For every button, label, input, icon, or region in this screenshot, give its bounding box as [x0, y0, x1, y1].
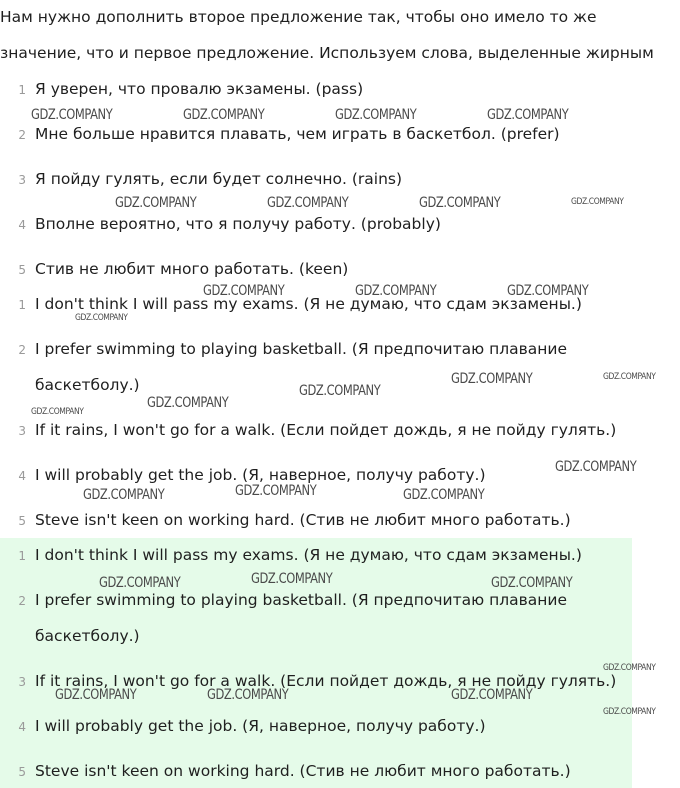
item-text: Я пойду гулять, если будет солнечно. (rains) [35, 170, 403, 188]
item-number: 4 [18, 469, 26, 483]
watermark: GDZ.COMPANY [451, 687, 533, 703]
item-text: I prefer swimming to playing basketball. (Я предпочитаю плавание [35, 591, 568, 609]
watermark: GDZ.COMPANY [555, 459, 637, 475]
watermark: GDZ.COMPANY [355, 283, 437, 299]
intro-line-1: Нам нужно дополнить второе предложение так, чтобы оно имело то же [0, 8, 597, 26]
watermark: GDZ.COMPANY [267, 195, 349, 211]
item-number: 4 [18, 218, 26, 232]
item-number: 3 [18, 173, 26, 187]
item-number: 5 [18, 514, 26, 528]
item-number: 4 [18, 720, 26, 734]
watermark: GDZ.COMPANY [203, 283, 285, 299]
item-number: 1 [18, 83, 26, 97]
item-text-continued: баскетболу.) [35, 627, 140, 645]
item-text: I don't think I will pass my exams. (Я не думаю, что сдам экзамены.) [35, 546, 582, 564]
watermark: GDZ.COMPANY [507, 283, 589, 299]
item-text: Steve isn't keen on working hard. (Стив не любит много работать.) [35, 511, 571, 529]
item-number: 5 [18, 765, 26, 779]
item-text: I don't think I will pass my exams. (Я не думаю, что сдам экзамены.) [35, 295, 582, 313]
watermark: GDZ.COMPANY [235, 483, 317, 499]
intro-line-2: значение, что и первое предложение. Используем слова, выделенные жирным [0, 44, 654, 62]
item-text: I prefer swimming to playing basketball. (Я предпочитаю плавание [35, 340, 568, 358]
watermark: GDZ.COMPANY [487, 107, 569, 123]
item-text: Я уверен, что провалю экзамены. (pass) [35, 80, 364, 98]
item-number: 2 [18, 343, 26, 357]
watermark: GDZ.COMPANY [55, 687, 137, 703]
item-number: 3 [18, 675, 26, 689]
item-number: 2 [18, 594, 26, 608]
watermark: GDZ.COMPANY [419, 195, 501, 211]
watermark: GDZ.COMPANY [99, 575, 181, 591]
watermark: GDZ.COMPANY [603, 663, 656, 673]
item-text: If it rains, I won't go for a walk. (Если пойдет дождь, я не пойду гулять.) [35, 672, 617, 690]
watermark: GDZ.COMPANY [251, 571, 333, 587]
item-text: Стив не любит много работать. (keen) [35, 260, 349, 278]
watermark: GDZ.COMPANY [603, 372, 656, 382]
watermark: GDZ.COMPANY [335, 107, 417, 123]
watermark: GDZ.COMPANY [299, 383, 381, 399]
item-text-continued: баскетболу.) [35, 376, 140, 394]
watermark: GDZ.COMPANY [183, 107, 265, 123]
watermark: GDZ.COMPANY [451, 371, 533, 387]
item-number: 1 [18, 298, 26, 312]
item-text: Steve isn't keen on working hard. (Стив не любит много работать.) [35, 762, 571, 780]
watermark: GDZ.COMPANY [207, 687, 289, 703]
watermark: GDZ.COMPANY [147, 395, 229, 411]
watermark: GDZ.COMPANY [603, 707, 656, 717]
watermark: GDZ.COMPANY [571, 197, 624, 207]
watermark: GDZ.COMPANY [403, 487, 485, 503]
watermark: GDZ.COMPANY [31, 407, 84, 417]
watermark: GDZ.COMPANY [75, 313, 128, 323]
watermark: GDZ.COMPANY [491, 575, 573, 591]
item-number: 3 [18, 424, 26, 438]
item-number: 1 [18, 549, 26, 563]
item-text: Вполне вероятно, что я получу работу. (probably) [35, 215, 441, 233]
watermark: GDZ.COMPANY [83, 487, 165, 503]
watermark: GDZ.COMPANY [31, 107, 113, 123]
item-number: 5 [18, 263, 26, 277]
item-text: Мне больше нравится плавать, чем играть в баскетбол. (prefer) [35, 125, 560, 143]
item-number: 2 [18, 128, 26, 142]
watermark: GDZ.COMPANY [115, 195, 197, 211]
item-text: I will probably get the job. (Я, наверное, получу работу.) [35, 466, 486, 484]
item-text: I will probably get the job. (Я, наверное, получу работу.) [35, 717, 486, 735]
item-text: If it rains, I won't go for a walk. (Если пойдет дождь, я не пойду гулять.) [35, 421, 617, 439]
